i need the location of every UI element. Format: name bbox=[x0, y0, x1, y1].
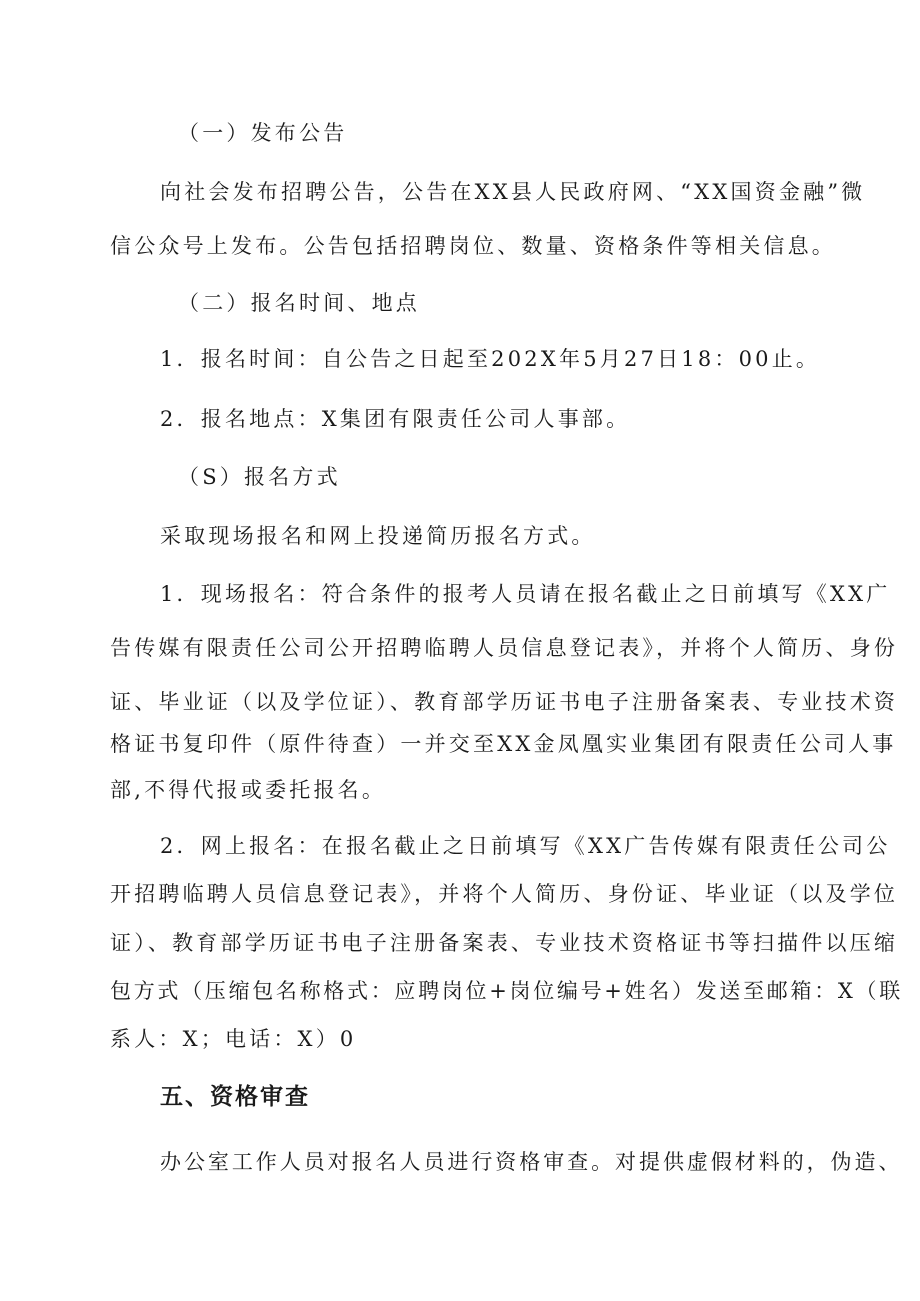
paragraph-line: 证、毕业证（以及学位证）、教育部学历证书电子注册备案表、专业技术资 bbox=[110, 690, 899, 714]
paragraph-line: 向社会发布招聘公告，公告在XX县人民政府网、“XX国资金融”微 bbox=[160, 180, 866, 204]
list-item-place: 2．报名地点：X集团有限责任公司人事部。 bbox=[160, 407, 631, 431]
paragraph-line: 告传媒有限责任公司公开招聘临聘人员信息登记表》，并将个人简历、身份 bbox=[110, 636, 899, 660]
paragraph-line: 办公室工作人员对报名人员进行资格审查。对提供虚假材料的，伪造、 bbox=[160, 1150, 903, 1174]
paragraph-line: 证）、教育部学历证书电子注册备案表、专业技术资格证书等扫描件以压缩 bbox=[110, 931, 899, 955]
paragraph-line: 采取现场报名和网上投递简历报名方式。 bbox=[160, 524, 596, 548]
section-heading-time-place: （二）报名时间、地点 bbox=[178, 291, 420, 315]
paragraph-line: 包方式（压缩包名称格式：应聘岗位+岗位编号+姓名）发送至邮箱：X（联 bbox=[110, 979, 903, 1003]
paragraph-line: 系人：X；电话：X）0 bbox=[110, 1027, 357, 1051]
section-heading-method: （S）报名方式 bbox=[178, 465, 341, 489]
paragraph-line: 部,不得代报或委托报名。 bbox=[110, 778, 387, 802]
paragraph-line: 格证书复印件（原件待查）一并交至XX金凤凰实业集团有限责任公司人事 bbox=[110, 732, 897, 756]
list-item-time: 1．报名时间：自公告之日起至202X年5月27日18：00止。 bbox=[160, 347, 821, 371]
paragraph-line: 信公众号上发布。公告包括招聘岗位、数量、资格条件等相关信息。 bbox=[110, 234, 836, 258]
section-heading-publish: （一）发布公告 bbox=[178, 121, 348, 145]
list-item-online: 2．网上报名：在报名截止之日前填写《XX广告传媒有限责任公司公 bbox=[160, 834, 891, 858]
section-heading-review: 五、资格审查 bbox=[160, 1084, 310, 1110]
paragraph-line: 开招聘临聘人员信息登记表》，并将个人简历、身份证、毕业证（以及学位 bbox=[110, 882, 899, 906]
list-item-onsite: 1．现场报名：符合条件的报考人员请在报名截止之日前填写《XX广 bbox=[160, 582, 891, 606]
